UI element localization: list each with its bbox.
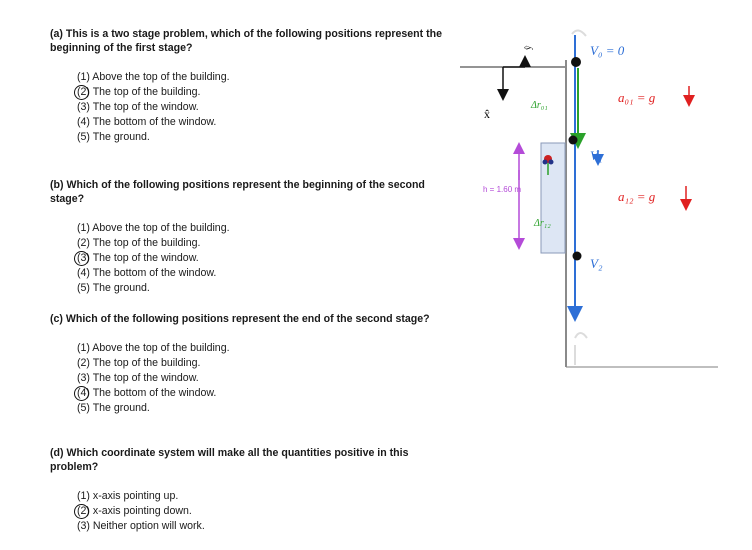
option-b-5[interactable]: (5) The ground. (77, 282, 150, 294)
option-a-1[interactable]: (1) Above the top of the building. (77, 71, 230, 83)
option-a-2[interactable]: (2) The top of the building. (77, 85, 230, 100)
dr01-label: Δr₀₁ (531, 100, 548, 111)
option-b-3[interactable]: (3) The top of the window. (77, 251, 230, 266)
dr12-label: Δr₁₂ (534, 218, 551, 229)
option-c-2[interactable]: (2) The top of the building. (77, 357, 201, 369)
option-d-1[interactable]: (1) x-axis pointing up. (77, 490, 179, 502)
option-c-4[interactable]: (4) The bottom of the window. (77, 386, 230, 401)
v1-label: V₁ (590, 148, 603, 163)
a12-label: a₁₂ = g (618, 189, 656, 204)
option-b-4[interactable]: (4) The bottom of the window. (77, 267, 217, 279)
question-a-prompt: (a) This is a two stage problem, which of the following positions represent the beginning of the first stage? (50, 28, 443, 54)
option-c-3[interactable]: (3) The top of the window. (77, 372, 199, 384)
a01-label: a₀₁ = g (618, 90, 656, 105)
ball-position-2 (573, 252, 582, 261)
ball-position-0 (571, 57, 581, 67)
option-b-1[interactable]: (1) Above the top of the building. (77, 222, 230, 234)
option-d-3[interactable]: (3) Neither option will work. (77, 520, 205, 532)
v2-label: V₂ (590, 256, 603, 271)
option-b-2[interactable]: (2) The top of the building. (77, 237, 201, 249)
axis-y-label: ŷ (523, 45, 533, 50)
option-a-4[interactable]: (4) The bottom of the window. (77, 116, 217, 128)
v0-label: V₀ = 0 (590, 43, 625, 58)
question-c-prompt: (c) Which of the following positions represent the end of the second stage? (50, 313, 430, 325)
option-a-5[interactable]: (5) The ground. (77, 131, 150, 143)
question-d-prompt: (d) Which coordinate system will make all the quantities positive in this problem? (50, 447, 409, 473)
ball-position-1 (569, 136, 578, 145)
option-d-2[interactable]: (2) x-axis pointing down. (77, 504, 205, 519)
axis-x-label: x̂ (484, 107, 490, 121)
option-c-1[interactable]: (1) Above the top of the building. (77, 342, 230, 354)
ghost-mark-bottom (575, 333, 587, 338)
question-b-prompt: (b) Which of the following positions represent the beginning of the second stage? (50, 179, 425, 205)
window-height-label: h = 1.60 m (483, 185, 522, 194)
option-c-5[interactable]: (5) The ground. (77, 402, 150, 414)
option-a-3[interactable]: (3) The top of the window. (77, 101, 199, 113)
